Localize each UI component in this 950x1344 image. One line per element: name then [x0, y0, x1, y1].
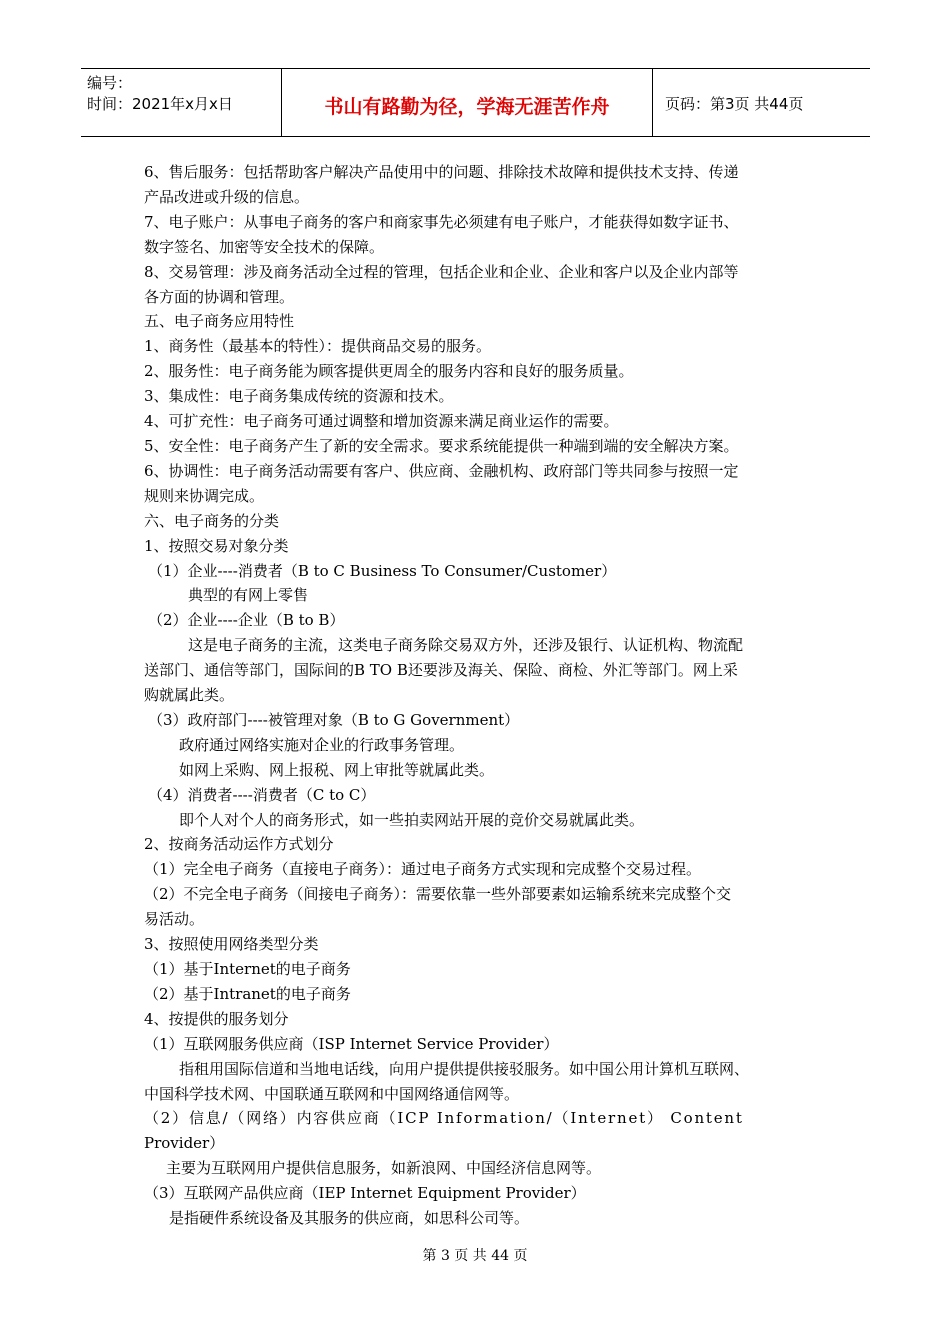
text-line: 3、按照使用网络类型分类 [144, 935, 319, 954]
text-line: 7、电子账户：从事电子商务的客户和商家事先必须建有电子账户，才能获得如数字证书、 [144, 212, 739, 231]
page-header [81, 68, 870, 137]
text-line: 易活动。 [144, 910, 205, 929]
text-line: 指租用国际信道和当地电话线，向用户提供提供接驳服务。如中国公用计算机互联网、 [179, 1059, 750, 1078]
text-line: （2）不完全电子商务（间接电子商务）：需要依靠一些外部要素如运输系统来完成整个交 [144, 885, 732, 904]
header-motto: 书山有路勤为径，学海无涯苦作舟 [282, 69, 653, 136]
text-line: 3、集成性：电子商务集成传统的资源和技术。 [144, 387, 454, 406]
text-line: （1）完全电子商务（直接电子商务）：通过电子商务方式实现和完成整个交易过程。 [144, 860, 702, 879]
text-line: 如网上采购、网上报税、网上审批等就属此类。 [179, 760, 495, 779]
text-line: Provider） [144, 1134, 225, 1153]
text-line: 4、按提供的服务划分 [144, 1009, 289, 1028]
text-line: 是指硬件系统设备及其服务的供应商，如思科公司等。 [169, 1209, 530, 1228]
text-line: 送部门、通信等部门，国际间的B TO B还要涉及海关、保险、商检、外汇等部门。网上采 [144, 661, 738, 680]
text-line: （2）企业----企业（B to B） [148, 611, 345, 630]
text-line: 数字签名、加密等安全技术的保障。 [144, 237, 385, 256]
text-line: （2）信息/（网络）内容供应商（ICP Information/（Internet） Content [144, 1109, 744, 1128]
text-line: （4）消费者----消费者（C to C） [148, 785, 376, 804]
text-line: 主要为互联网用户提供信息服务，如新浪网、中国经济信息网等。 [166, 1159, 602, 1178]
text-line: 4、可扩充性：电子商务可通过调整和增加资源来满足商业运作的需要。 [144, 412, 619, 431]
text-line: （3）政府部门----被管理对象（B to G Government） [148, 710, 520, 729]
text-line: （1）互联网服务供应商（ISP Internet Service Provider） [144, 1034, 559, 1053]
text-line: 中国科学技术网、中国联通互联网和中国网络通信网等。 [144, 1084, 520, 1103]
code-label: 编号： [87, 74, 133, 92]
text-line: 各方面的协调和管理。 [144, 287, 295, 306]
text-line: 这是电子商务的主流，这类电子商务除交易双方外，还涉及银行、认证机构、物流配 [188, 636, 744, 655]
document-body [144, 160, 820, 1231]
text-line: 即个人对个人的商务形式，如一些拍卖网站开展的竞价交易就属此类。 [179, 810, 645, 829]
page-footer: 第 3 页 共 44 页 [422, 1248, 528, 1264]
date-label: 时间：2021年x月x日 [87, 95, 233, 113]
text-line: 5、安全性：电子商务产生了新的安全需求。要求系统能提供一种端到端的安全解决方案。 [144, 436, 739, 455]
section-heading: 五、电子商务应用特性 [144, 312, 295, 331]
header-meta [81, 69, 282, 136]
text-line: 6、协调性：电子商务活动需要有客户、供应商、金融机构、政府部门等共同参与按照一定 [144, 461, 739, 480]
text-line: （1）企业----消费者（B to C Business To Consumer/Customer） [148, 561, 617, 580]
text-line: 典型的有网上零售 [188, 586, 309, 605]
text-line: 8、交易管理：涉及商务活动全过程的管理，包括企业和企业、企业和客户以及企业内部等 [144, 262, 739, 281]
text-line: （2）基于Intranet的电子商务 [144, 984, 351, 1003]
text-line: 2、按商务活动运作方式划分 [144, 835, 334, 854]
text-line: 规则来协调完成。 [144, 486, 265, 505]
text-line: 1、按照交易对象分类 [144, 536, 289, 555]
header-page-info: 页码：第3页 共44页 [665, 95, 804, 113]
text-line: 6、售后服务：包括帮助客户解决产品使用中的问题、排除技术故障和提供技术支持、传递 [144, 163, 739, 181]
text-line: （1）基于Internet的电子商务 [144, 960, 351, 978]
text-line: 政府通过网络实施对企业的行政事务管理。 [179, 735, 465, 754]
text-line: 产品改进或升级的信息。 [144, 187, 310, 206]
text-line: 购就属此类。 [144, 686, 235, 705]
text-line: 2、服务性：电子商务能为顾客提供更周全的服务内容和良好的服务质量。 [144, 362, 634, 381]
text-line: （3）互联网产品供应商（IEP Internet Equipment Provider） [144, 1184, 586, 1203]
section-heading: 六、电子商务的分类 [144, 511, 280, 530]
text-line: 1、商务性（最基本的特性）：提供商品交易的服务。 [144, 337, 492, 356]
